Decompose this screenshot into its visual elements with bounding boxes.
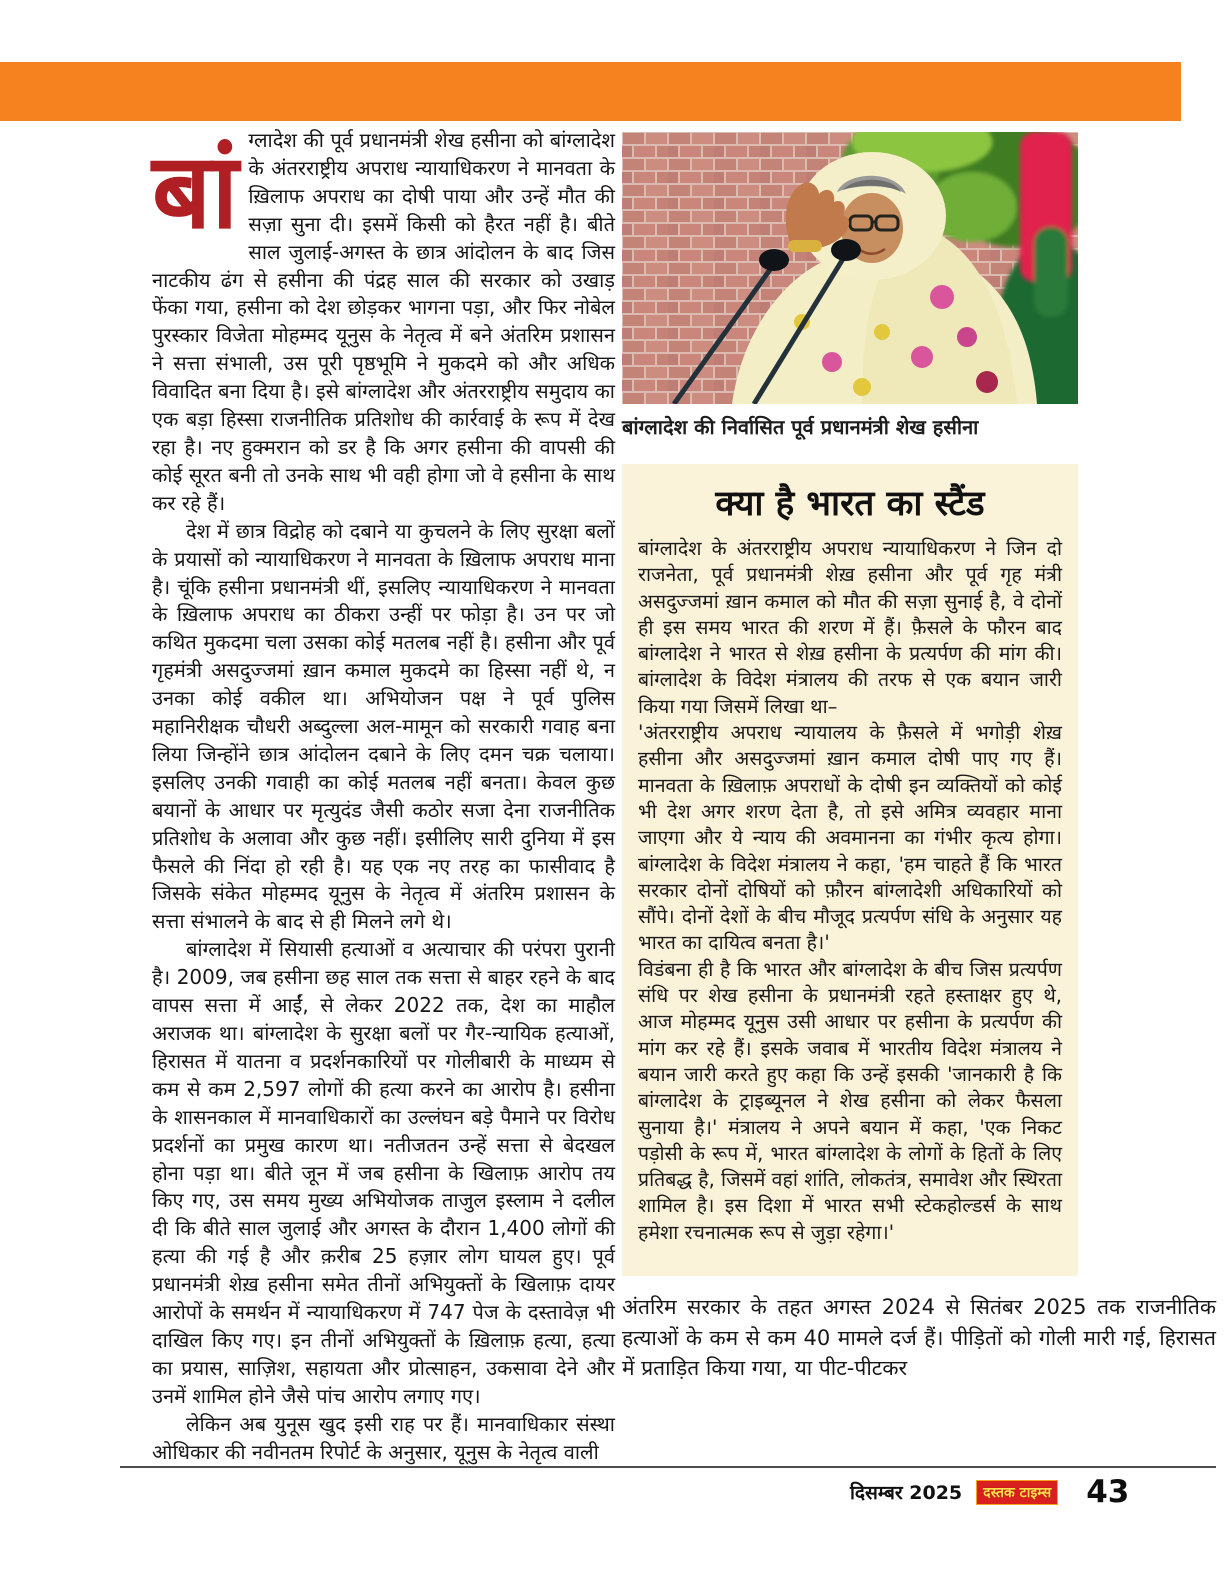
footer-rule (120, 1466, 1216, 1468)
magazine-logo: दस्तक टाइम्स (976, 1480, 1058, 1505)
article-paragraph: लेकिन अब युनूस खुद इसी राह पर हैं। मानवाधिकार संस्था ओधिकार की नवीनतम रिपोर्ट के अनुसार, यूनुस के नेतृत्व वाली (152, 1411, 615, 1464)
footer-date: दिसम्बर 2025 (850, 1482, 963, 1504)
article-paragraph: बांग्लादेश में सियासी हत्याओं व अत्याचार की परंपरा पुरानी है। 2009, जब हसीना छह साल तक सत्ता से बाहर रहने के बाद वापस सत्ता में आईं, से लेकर 2022 तक, देश का माहौल अराजक था। बांग्लादेश के सुरक्षा बलों पर गैर-न्यायिक हत्याओं, हिरासत में यातना व प्रदर्शनकारियों पर गोलीबारी के माध्यम से कम से कम 2,597 लोगों की हत्या करने का आरोप है। हसीना के शासनकाल में मानवाधिकारों का उल्लंघन बड़े पैमाने पर विरोध प्रदर्शनों का प्रमुख कारण था। नतीजतन उन्हें सत्ता से बेदखल होना पड़ा था। बीते जून में जब हसीना के खिलाफ़ आरोप तय किए गए, उस समय मुख्य अभियोजक ताजुल इस्लाम ने दलील दी कि बीते साल जुलाई और अगस्त के दौरान 1,400 लोगों की हत्या की गई है और क़रीब 25 हज़ार लोग घायल हुए। पूर्व प्रधानमंत्री शेख़ हसीना समेत तीनों अभियुक्तों के खिलाफ़ दायर आरोपों के समर्थन में न्यायाधिकरण में 747 पेज के दस्तावेज़ भी दाखिल किए गए। इन तीनों अभियुक्तों के ख़िलाफ़ हत्या, हत्या का प्रयास, साज़िश, सहायता और प्रोत्साहन, उकसावा देने और उनमें शामिल होने जैसे पांच आरोप लगाए गए। (152, 937, 615, 1408)
article-paragraph-text: ग्लादेश की पूर्व प्रधानमंत्री शेख हसीना को बांग्लादेश के अंतरराष्ट्रीय अपराध न्यायाधिकरण ने मानवता के ख़िलाफ अपराध का दोषी पाया और उन्हें मौत की सज़ा सुना दी। इसमें किसी को हैरत नहीं है। बीते साल जुलाई-अगस्त के छात्र आंदोलन के बाद जिस नाटकीय ढंग से हसीना की पंद्रह साल की सरकार को उखाड़ फेंका गया, हसीना को देश छोड़कर भागना पड़ा, और फिर नोबेल पुरस्कार विजेता मोहम्मद यूनुस के नेतृत्व में बने अंतरिम प्रशासन ने सत्ता संभाली, उस पूरी पृष्ठभूमि ने मुकदमे को और अधिक विवादित बना दिया है। इसे बांग्लादेश और अंतरराष्ट्रीय समुदाय का एक बड़ा हिस्सा राजनीतिक प्रतिशोध की कार्रवाई के रूप में देख रहा है। नए हुक्मरान को डर है कि अगर हसीना की वापसी की कोई सूरत बनी तो उनके साथ भी वही होगा जो वे हसीना के साथ कर रहे हैं। (152, 128, 615, 515)
footer (850, 1472, 1130, 1512)
article-column-right (622, 132, 1216, 1384)
india-stand-box (622, 464, 1078, 1276)
stand-box-paragraph: 'अंतरराष्ट्रीय अपराध न्यायालय के फ़ैसले में भगोड़ी शेख़ हसीना और असदुज्जमां ख़ान कमाल दोषी पाए गए हैं। मानवता के ख़िलाफ़ अपराधों के दोषी इन व्यक्तियों को कोई भी देश अगर शरण देता है, तो इसे अमित्र व्यवहार माना जाएगा और ये न्याय की अवमानना का गंभीर कृत्य होगा। बांग्लादेश के विदेश मंत्रालय ने कहा, 'हम चाहते हैं कि भारत सरकार दोनों दोषियों को फ़ौरन बांग्लादेशी अधिकारियों को सौंपे। दोनों देशों के बीच मौजूद प्रत्यर्पण संधि के अनुसार यह भारत का दायित्व बनता है।' (638, 721, 1062, 955)
photo-caption: बांग्लादेश की निर्वासित पूर्व प्रधानमंत्री शेख हसीना (622, 415, 979, 439)
drop-cap: बां (152, 130, 239, 252)
header-orange-bar (0, 62, 1181, 121)
article-column-left (152, 127, 615, 1467)
article-continuation: अंतरिम सरकार के तहत अगस्त 2024 से सितंबर 2025 तक राजनीतिक हत्याओं के कम से कम 40 मामले दर्ज हैं। पीड़ितों को गोली मारी गई, हिरासत में प्रताड़ित किया गया, या पीट-पीटकर (622, 1295, 1216, 1381)
stand-box-paragraph: विडंबना ही है कि भारत और बांग्लादेश के बीच जिस प्रत्यर्पण संधि पर शेख हसीना के प्रधानमंत्री रहते हस्ताक्षर हुए थे, आज मोहम्मद यूनुस उसी आधार पर हसीना के प्रत्यर्पण की मांग कर रहे हैं। इसके जवाब में भारतीय विदेश मंत्रालय ने बयान जारी करते हुए कहा कि उन्हें इसकी 'जानकारी है कि बांग्लादेश के ट्राइब्यूनल ने शेख हसीना को लेकर फैसला सुनाया है।' मंत्रालय ने अपने बयान में कहा, 'एक निकट पड़ोसी के रूप में, भारत बांग्लादेश के लोगों के हितों के लिए प्रतिबद्ध है, जिसमें वहां शांति, लोकतंत्र, समावेश और स्थिरता शामिल है। इस दिशा में भारत सभी स्टेकहोल्डर्स के साथ हमेशा रचनात्मक रूप से जुड़ा रहेगा।' (638, 957, 1062, 1244)
photo-illustration (622, 132, 1078, 404)
stand-box-paragraph: बांग्लादेश के अंतरराष्ट्रीय अपराध न्यायाधिकरण ने जिन दो राजनेता, पूर्व प्रधानमंत्री शेख़ हसीना और पूर्व गृह मंत्री असदुज्जमां ख़ान कमाल को मौत की सज़ा सुनाई है, वे दोनों ही इस समय भारत की शरण में हैं। फ़ैसले के फौरन बाद बांग्लादेश ने भारत से शेख़ हसीना के प्रत्यर्पण की मांग की। बांग्लादेश के विदेश मंत्रालय की तरफ से एक बयान जारी किया गया जिसमें लिखा था– (638, 537, 1062, 718)
stand-box-title: क्या है भारत का स्टैंड (715, 484, 985, 524)
article-paragraph: देश में छात्र विद्रोह को दबाने या कुचलने के लिए सुरक्षा बलों के प्रयासों को न्यायाधिकरण ने मानवता के ख़िलाफ अपराध माना है। चूंकि हसीना प्रधानमंत्री थीं, इसलिए न्यायाधिकरण ने मानवता के ख़िलाफ अपराध का ठीकरा उन्हीं पर फोड़ा है। उन पर जो कथित मुकदमा चला उसका कोई मतलब नहीं है। हसीना और पूर्व गृहमंत्री असदुज्जमां ख़ान कमाल मुकदमे का हिस्सा नहीं थे, न उनका कोई वकील था। अभियोजन पक्ष ने पूर्व पुलिस महानिरीक्षक चौधरी अब्दुल्ला अल-मामून को सरकारी गवाह बना लिया जिन्होंने छात्र आंदोलन दबाने के लिए दमन चक्र चलाया। इसलिए उनकी गवाही का कोई मतलब नहीं बनता। केवल कुछ बयानों के आधार पर मृत्युदंड जैसी कठोर सजा देना राजनीतिक प्रतिशोध के अलावा और कुछ नहीं। इसीलिए सारी दुनिया में इस फैसले की निंदा हो रही है। यह एक नए तरह का फासीवाद है जिसके संकेत मोहम्मद यूनुस के नेतृत्व में अंतरिम प्रशासन के सत्ता संभालने के बाद से ही मिलने लगे थे। (152, 518, 615, 934)
page-number: 43 (1086, 1474, 1130, 1510)
photo-sheikh-hasina (622, 132, 1078, 404)
article-paragraph (152, 127, 615, 518)
